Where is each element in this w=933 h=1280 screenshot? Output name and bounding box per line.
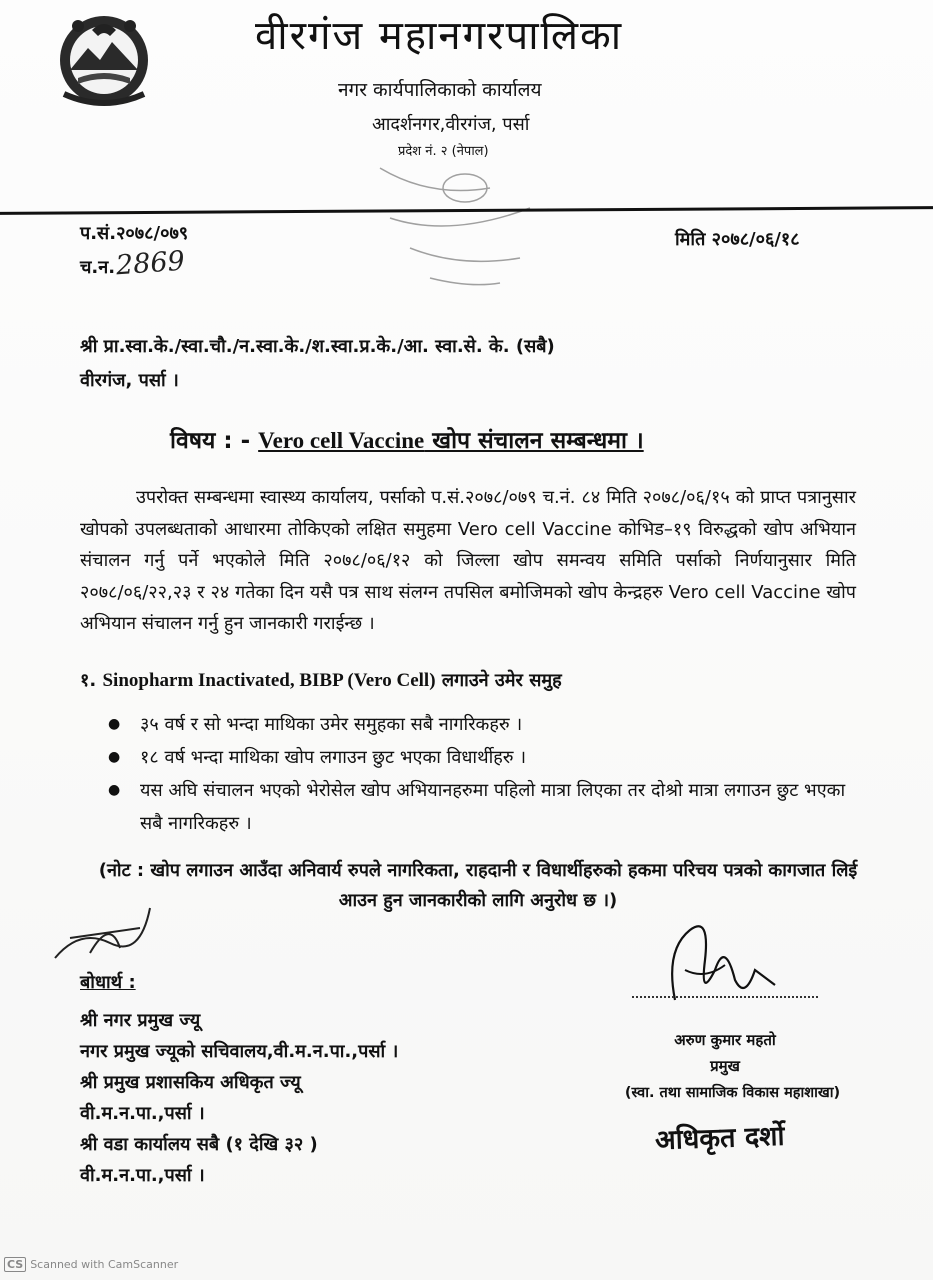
list-item: ● १८ वर्ष भन्दा माथिका खोप लगाउन छुट भएका विधार्थीहरु । bbox=[104, 741, 856, 774]
list-item: श्री वडा कार्यालय सबै (१ देखि ३२ ) bbox=[80, 1134, 318, 1155]
list-item: ● यस अघि संचालन भएको भेरोसेल खोप अभियानहरुमा पहिलो मात्रा लिएका तर दोश्रो मात्रा लगाउन छुट भएका सबै नागरिकहरु । bbox=[104, 774, 856, 840]
initial-signature bbox=[50, 898, 160, 968]
signatory-name: अरुण कुमार महतो bbox=[674, 1031, 776, 1049]
scanner-watermark bbox=[4, 1257, 178, 1272]
chalan-label: च.न. bbox=[80, 257, 116, 278]
scanner-text: Scanned with CamScanner bbox=[30, 1258, 179, 1271]
list-item: वी.म.न.पा.,पर्सा । bbox=[80, 1103, 205, 1124]
subject-line bbox=[170, 423, 644, 455]
list-item: वी.म.न.पा.,पर्सा । bbox=[80, 1165, 205, 1186]
note-text: (नोट : खोप लगाउन आउँदा अनिवार्य रुपले नागरिकता, राहदानी र विधार्थीहरुको हकमा परिचय पत्रको कागजात लिई आउन हुन जानकारीको लागि अनुरोध छ ।) bbox=[98, 860, 858, 911]
camscanner-icon: CS bbox=[4, 1257, 26, 1272]
nepal-emblem-logo bbox=[48, 8, 160, 110]
signatory-signature bbox=[655, 910, 785, 1015]
office-stamp bbox=[370, 148, 560, 298]
recipient-line-1: श्री प्रा.स्वा.के./स्वा.चौ./न.स्वा.के./श.स्वा.प्र.के./आ. स्वा.से. के. (सबै) bbox=[80, 336, 555, 357]
office-address: आदर्शनगर,वीरगंज, पर्सा bbox=[372, 114, 530, 135]
recipient-line-2: वीरगंज, पर्सा । bbox=[80, 370, 179, 391]
subject-text-devanagari: खोप संचालन सम्बन्धमा । bbox=[424, 428, 644, 454]
authority-note: अधिकृत दर्शो bbox=[654, 1120, 786, 1157]
reference-number: प.सं.२०७८/०७९ bbox=[80, 223, 189, 244]
section-1-heading-text: लगाउने उमेर समुह bbox=[435, 670, 562, 691]
signature-line bbox=[632, 996, 818, 998]
subject-text-latin: Vero cell Vaccine bbox=[258, 428, 425, 453]
list-item: श्री प्रमुख प्रशासकिय अधिकृत ज्यू bbox=[80, 1072, 301, 1093]
municipality-title: वीरगंज महानगरपालिका bbox=[255, 13, 624, 59]
section-1-heading bbox=[80, 668, 562, 692]
body-paragraph: उपरोक्त सम्बन्धमा स्वास्थ्य कार्यालय, पर्साको प.सं.२०७८/०७९ च.नं. ८४ मिति २०७८/०६/१५ को प्राप्त पत्रानुसार खोपको उपलब्धताको आधारमा तोकिएको लक्षित समुहमा Vero cell Vaccine कोभिड–१९ विरुद्धको खोप अभियान संचालन गर्नु पर्ने भएकोले मिति २०७८/०६/१२ को जिल्ला खोप समन्वय समिति पर्साको निर्णयानुसार मिति २०७८/०६/२२,२३ र २४ गतेका दिन यसै पत्र साथ संलग्न तपसिल बमोजिमको खोप केन्द्रहरु Vero cell Vaccine खोप अभियान संचालन गर्नु हुन जानकारी गराईन्छ । bbox=[80, 487, 856, 634]
cc-list bbox=[80, 1005, 398, 1191]
province-line: प्रदेश नं. २ (नेपाल) bbox=[398, 144, 489, 159]
office-name: नगर कार्यपालिकाको कार्यालय bbox=[338, 79, 542, 101]
subject-label: विषय : - bbox=[170, 428, 251, 454]
section-1-vaccine-name: Sinopharm Inactivated, BIBP (Vero Cell) bbox=[102, 670, 436, 691]
list-item: नगर प्रमुख ज्यूको सचिवालय,वी.म.न.पा.,पर्सा । bbox=[80, 1041, 399, 1062]
signatory-title: प्रमुख bbox=[710, 1057, 740, 1075]
chalan-number: 2869 bbox=[115, 245, 186, 282]
eligibility-list bbox=[104, 708, 856, 840]
section-1-number: १. bbox=[80, 670, 97, 691]
cc-heading: बोधार्थ : bbox=[80, 972, 136, 993]
signatory-department: (स्वा. तथा सामाजिक विकास महाशाखा) bbox=[624, 1085, 841, 1101]
list-item: श्री नगर प्रमुख ज्यू bbox=[80, 1010, 201, 1031]
letter-date: मिति २०७८/०६/१८ bbox=[675, 229, 800, 250]
list-item: ● ३५ वर्ष र सो भन्दा माथिका उमेर समुहका सबै नागरिकहरु । bbox=[104, 708, 856, 741]
